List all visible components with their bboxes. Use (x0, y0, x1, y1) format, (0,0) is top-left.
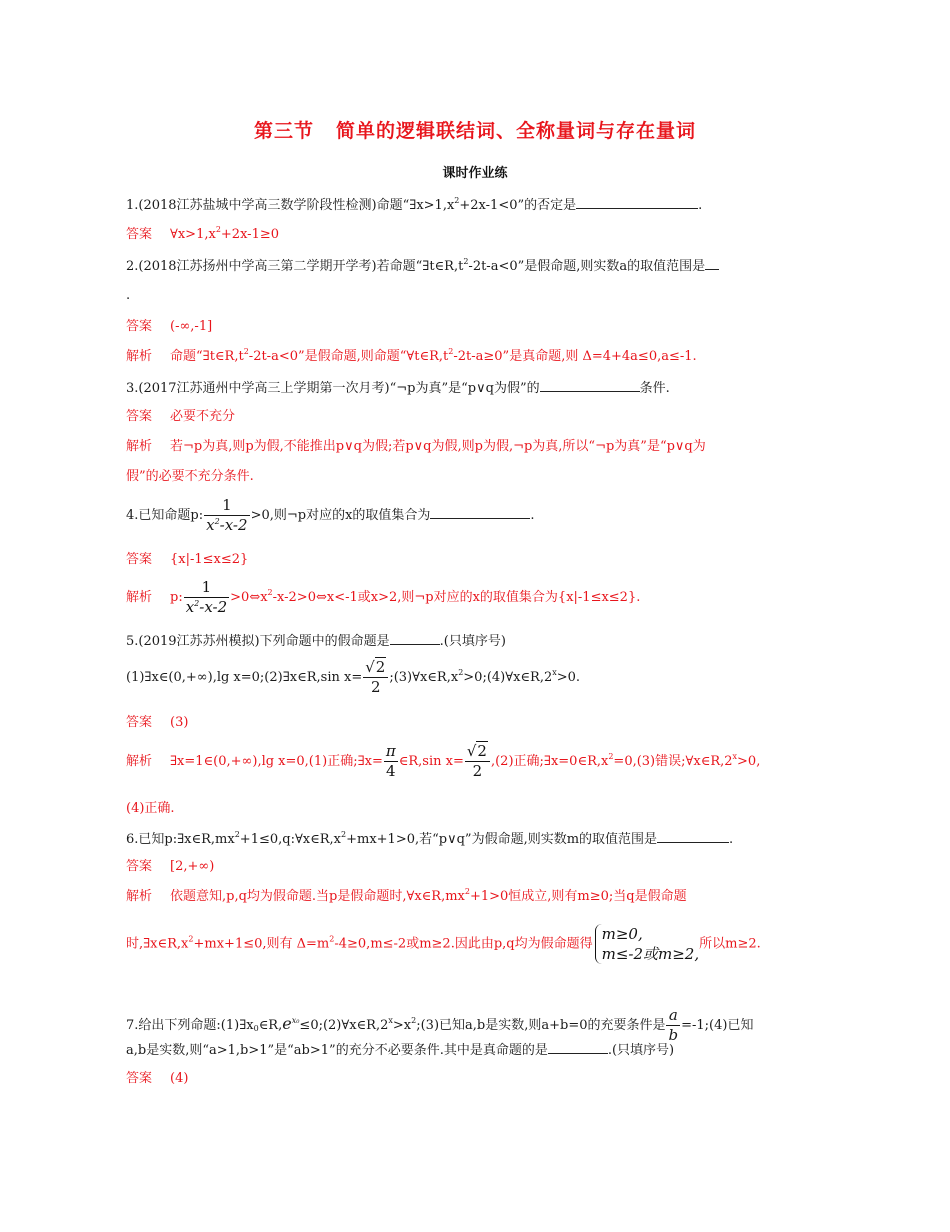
analysis-3: 解析 若¬p为真,则p为假,不能推出p∨q为假;若p∨q为假,则p为假,¬p为真,所以“¬p为真”是“p∨q为 (126, 439, 706, 454)
question-7-cont: a,b是实数,则“a>1,b>1”是“ab>1”的充分不必要条件.其中是真命题的是 .(只填序号) (126, 1043, 675, 1058)
question-2: 2.(2018江苏扬州中学高三第二学期开学考)若命题“$\exists t\in R,t^2-2t-a<0$”是假命题,则实数a的取值范围是 (126, 257, 719, 276)
answer-6: 答案 [2,+∞) (126, 859, 215, 874)
question-6: 6.已知$p:\exists x\in R,mx^2+1\le 0,q:\forall x\in R,x^2+mx+1>0$,若“p∨q”为假命题,则实数m的取值范围是 . (126, 830, 734, 847)
question-3: 3.(2017江苏通州中学高三上学期第一次月考)“¬p为真”是“p∨q为假”的 条件. (126, 381, 670, 396)
answer-2: 答案 (-∞,-1] (126, 319, 213, 334)
question-4: 4.已知命题p: $\frac{1}{x^2-x-2}$ >0,则¬p对应的x的取值集合为 . (126, 496, 535, 534)
section-subtitle: 课时作业练 (442, 166, 508, 181)
answer-3: 答案 必要不充分 (126, 409, 236, 424)
question-5: 5.(2019江苏苏州模拟)下列命题中的假命题是 .(只填序号) (126, 634, 506, 649)
answer-1: 答案 $\forall x>1,x^2+2x-1\ge 0$ (126, 225, 279, 242)
answer-4: 答案 {x|-1≤x≤2} (126, 552, 249, 567)
question-1: 1.(2018江苏盐城中学高三数学阶段性检测)命题“$\exists x>1,x^2+2x-1<0$”的否定是 . (126, 196, 703, 213)
answer-blank (657, 830, 729, 843)
analysis-4: 解析 p: $\frac{1}{x^2-x-2}$ $>0\Leftrightarrow x^2-x-2>0\Leftrightarrow x<-1$或x>2,则¬p对应的x的取值集合为{x|-1≤x≤2}. (126, 578, 641, 616)
question-2-end: . (126, 288, 131, 303)
answer-blank (576, 196, 698, 209)
analysis-6-cont: 时$,\exists x\in R,x^2+mx+1\le 0$,则有 $\Delta=m^2-4\ge 0,m\le-2$或m≥2.因此由p,q均为假命题得 m≥0, m≤-2或m≥2, 所以m≥2. (126, 925, 761, 963)
fraction: $\frac{1}{x^2-x-2}$ (185, 578, 228, 616)
answer-blank (548, 1041, 608, 1054)
fraction: $\frac{√2}{2}$ (363, 658, 388, 697)
answer-blank (705, 257, 719, 270)
page-title: 第三节 简单的逻辑联结词、全称量词与存在量词 (253, 120, 697, 142)
analysis-5-cont: (4)正确. (126, 801, 175, 816)
answer-blank (540, 379, 640, 392)
analysis-3-cont: 假”的必要不充分条件. (126, 469, 254, 484)
fraction: $\frac{1}{x^2-x-2}$ (206, 496, 248, 534)
system-brace: m≥0, m≤-2或m≥2, (595, 924, 700, 964)
fraction: $\frac{\pi}{4}$ (385, 742, 396, 780)
analysis-5: 解析 ∃x=1∈(0,+∞),lg x=0,(1)正确;∃x= $\frac{\pi}{4}$ ∈R,sin x= $\frac{√2}{2}$ ,(2)正确$;\exists x=0\in R,x^2=0,(3)$错误$;\forall x\in R,2^x>0$, (126, 742, 761, 780)
analysis-2: 解析 命题“$\exists t\in R,t^2-2t-a<0$”是假命题,则命题“$\forall t\in R,t^2-2t-a\ge 0$”是真命题,则 Δ=4+4a≤0,a≤-1. (126, 347, 697, 364)
answer-7: 答案 (4) (126, 1071, 189, 1086)
fraction: $\frac{a}{b}$ (668, 1006, 679, 1044)
answer-blank (430, 506, 530, 519)
analysis-6: 解析 依题意知,p,q均为假命题.当p是假命题时$,\forall x\in R,mx^2+1>0$恒成立,则有m≥0;当q是假命题 (126, 887, 687, 904)
question-7: 7.给出下列命题$:(1)\exists x_0\in R,e^{x_0}\le 0;(2)\forall x\in R,2^x>x^2;(3)$已知a,b是实数,则a+b=0的充要条件是 $\frac{a}{b}$ =-1;(4)已知 (126, 1006, 754, 1044)
fraction: $\frac{√2}{2}$ (465, 742, 490, 781)
question-5-options: (1)∃x∈(0,+∞),lg x=0;(2)∃x∈R,sin x= $\frac{√2}{2}$ $;(3)\forall x\in R,x^2>0;(4)\forall x\in R,2^x>0$. (126, 658, 581, 696)
answer-blank (390, 632, 440, 645)
answer-5: 答案 (3) (126, 715, 189, 730)
